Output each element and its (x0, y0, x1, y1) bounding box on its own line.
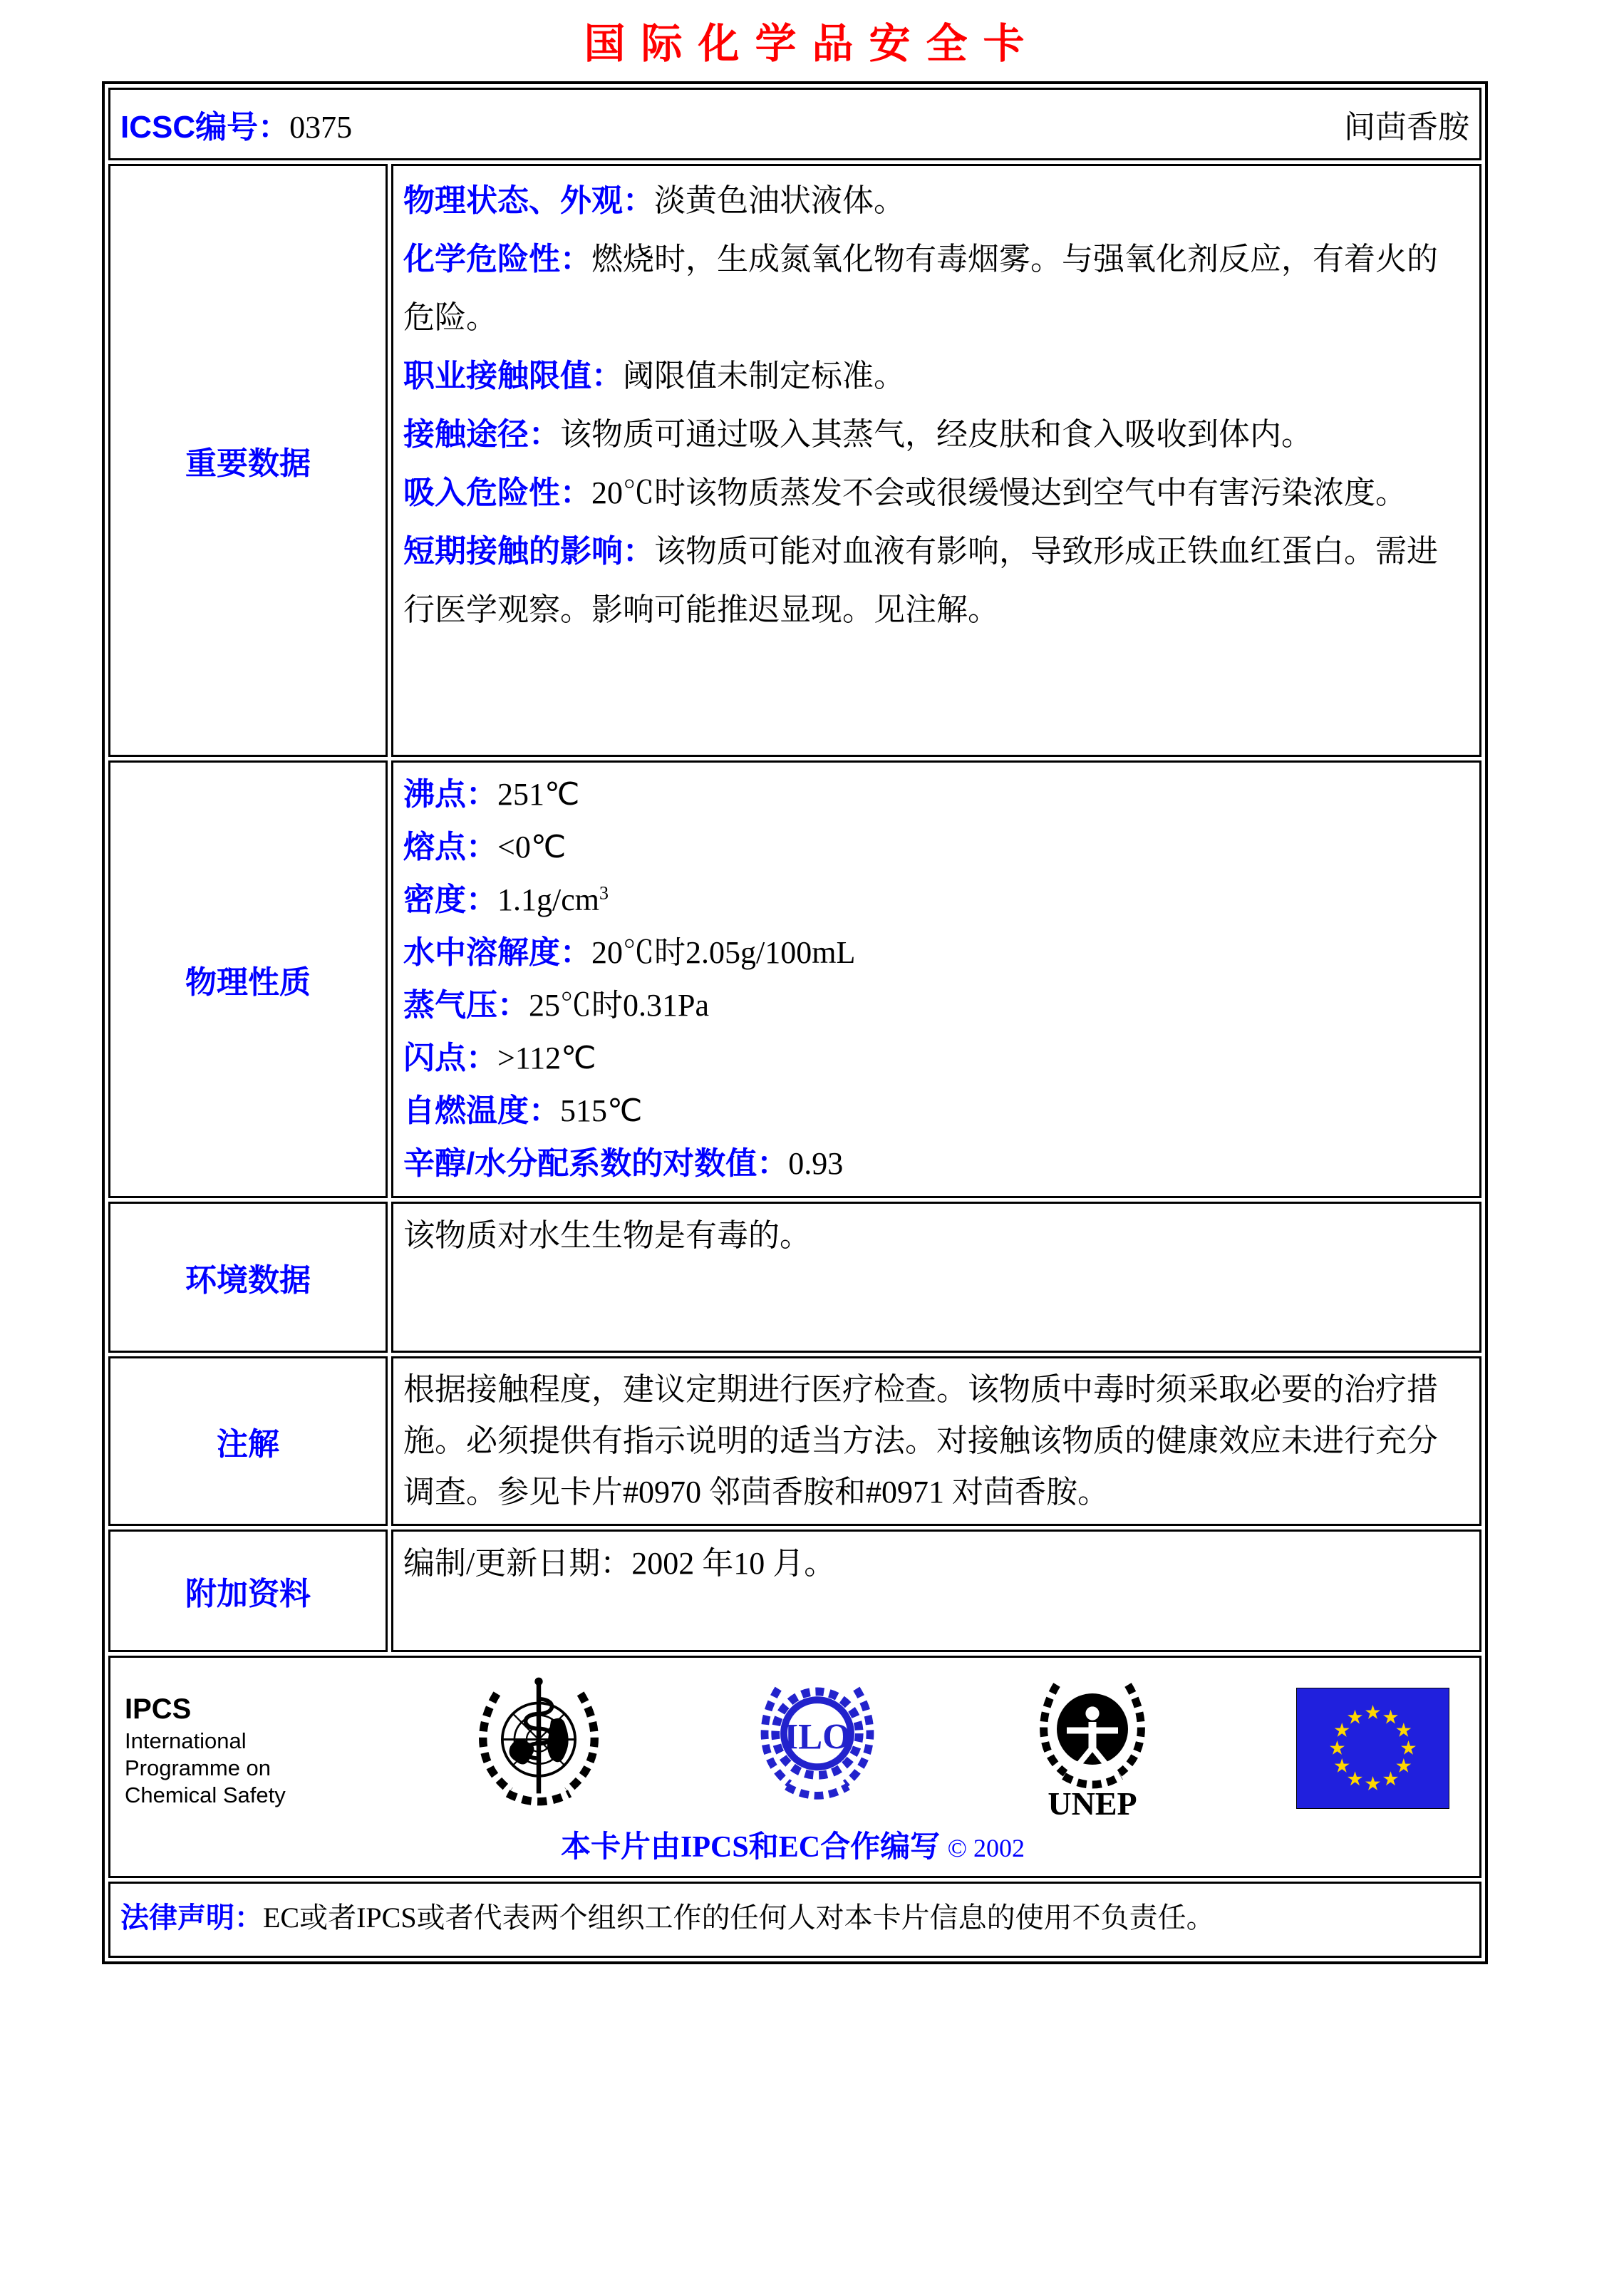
eu-flag-icon (1296, 1688, 1449, 1809)
notes-text: 根据接触程度，建议定期进行医疗检查。该物质中毒时须采取必要的治疗措施。必须提供有指示说明的适当方法。对接触该物质的健康效应未进行充分调查。参见卡片#0970 邻茴香胺和#0971 对茴香胺。 (403, 1372, 1438, 1510)
legal-cell (108, 1882, 1481, 1958)
environmental-text: 该物质对水生生物是有毒的。 (403, 1218, 811, 1253)
unep-emblem-icon (1021, 1672, 1164, 1822)
chemical-name: 间茴香胺 (1344, 110, 1469, 145)
cooperation-caption (122, 1823, 1464, 1866)
ilo-emblem-icon (746, 1672, 889, 1807)
field-text: 该物质可能对血液有影响，导致形成正铁血红蛋白。需进行医学观察。影响可能推迟显现。见注解。 (403, 534, 1438, 627)
legal-text: EC或者IPCS或者代表两个组织工作的任何人对本卡片信息的使用不负责任。 (263, 1902, 1215, 1934)
physical-properties-content (391, 760, 1481, 1198)
additional-info-row (108, 1529, 1481, 1652)
prop-label: 熔点： (403, 830, 497, 865)
prop-value: 251℃ (497, 777, 580, 812)
field-text: 该物质可通过吸入其蒸气，经皮肤和食入吸收到体内。 (560, 417, 1313, 452)
ipcs-line-3: Chemical Safety (125, 1783, 286, 1807)
field-text: 阈限值未制定标准。 (623, 358, 905, 393)
field-text: 20℃时该物质蒸发不会或很缓慢达到空气中有害污染浓度。 (591, 475, 1407, 510)
icsc-card-table (102, 81, 1488, 1964)
physical-properties-row (108, 760, 1481, 1198)
field-label: 化学危险性： (403, 242, 591, 277)
card-header-cell (108, 88, 1481, 160)
page-title: 国际化学品安全卡 (584, 21, 1040, 67)
prop-value: <0℃ (497, 830, 567, 865)
ilo-monogram: ILO (784, 1717, 851, 1758)
additional-info-content (391, 1529, 1481, 1652)
prop-flash-point (403, 1032, 1467, 1085)
section-label-physical-properties: 物理性质 (108, 760, 388, 1198)
field-exposure-routes (403, 406, 1467, 464)
logos-row (108, 1656, 1481, 1878)
icsc-number-group (120, 101, 352, 147)
prop-label: 水中溶解度： (403, 935, 591, 970)
environmental-data-row (108, 1202, 1481, 1353)
field-label: 物理状态、外观： (403, 183, 654, 218)
prop-sup: 3 (599, 882, 609, 904)
logos-cell (108, 1656, 1481, 1878)
field-label: 职业接触限值： (403, 358, 623, 393)
prop-value: >112℃ (497, 1041, 596, 1075)
field-occupational-limit (403, 347, 1467, 406)
legal-row (108, 1882, 1481, 1958)
logos-strip (122, 1668, 1464, 1822)
field-label: 吸入危险性： (403, 475, 591, 510)
notes-content (391, 1356, 1481, 1526)
prop-label: 沸点： (403, 777, 497, 812)
ipcs-acronym: IPCS (125, 1693, 192, 1725)
field-short-term-effects (403, 522, 1467, 639)
prop-melting-point (403, 821, 1467, 874)
field-chemical-danger (403, 230, 1467, 347)
icsc-number-label: ICSC编号： (120, 110, 290, 145)
prop-value: 25℃时0.31Pa (529, 988, 709, 1023)
eu-flag-wrap (1296, 1688, 1449, 1809)
caption-year: © 2002 (947, 1834, 1025, 1862)
prop-value: 1.1g/cm (497, 882, 599, 917)
prop-label: 辛醇/水分配系数的对数值： (403, 1146, 789, 1181)
important-data-content (391, 164, 1481, 757)
who-emblem-icon (464, 1672, 614, 1811)
field-text: 燃烧时，生成氮氧化物有毒烟雾。与强氧化剂反应，有着火的危险。 (403, 242, 1438, 335)
header-row (108, 88, 1481, 160)
icsc-number-value: 0375 (289, 110, 353, 145)
prop-partition-coefficient (403, 1138, 1467, 1190)
prop-vapor-pressure (403, 979, 1467, 1032)
section-label-additional-info: 附加资料 (108, 1529, 388, 1652)
prop-label: 蒸气压： (403, 988, 529, 1023)
section-label-notes: 注解 (108, 1356, 388, 1526)
prop-label: 闪点： (403, 1041, 497, 1075)
field-label: 短期接触的影响： (403, 534, 654, 569)
field-physical-state (403, 172, 1467, 230)
notes-row (108, 1356, 1481, 1526)
legal-label: 法律声明： (120, 1902, 263, 1934)
field-text: 淡黄色油状液体。 (654, 183, 905, 218)
ipcs-line-2: Programme on (125, 1755, 271, 1780)
ipcs-text-block (125, 1672, 331, 1809)
prop-label: 密度： (403, 882, 497, 917)
prop-density (403, 874, 1467, 927)
field-inhalation-risk (403, 464, 1467, 522)
ipcs-line-1: International (125, 1728, 247, 1753)
unep-wordmark: UNEP (1048, 1785, 1137, 1822)
prop-autoignition-temp (403, 1085, 1467, 1138)
field-label: 接触途径： (403, 417, 560, 452)
caption-text: 本卡片由IPCS和EC合作编写 (561, 1831, 941, 1864)
card-header (120, 101, 1469, 147)
section-label-important-data: 重要数据 (108, 164, 388, 757)
prop-value: 20℃时2.05g/100mL (591, 935, 856, 970)
prop-value: 515℃ (560, 1093, 643, 1128)
prop-boiling-point (403, 768, 1467, 821)
additional-info-text: 编制/更新日期：2002 年10 月。 (403, 1546, 836, 1581)
prop-value: 0.93 (788, 1146, 844, 1181)
important-data-row (108, 164, 1481, 757)
prop-label: 自燃温度： (403, 1093, 560, 1128)
prop-water-solubility (403, 927, 1467, 979)
environmental-data-content (391, 1202, 1481, 1353)
section-label-environmental-data: 环境数据 (108, 1202, 388, 1353)
